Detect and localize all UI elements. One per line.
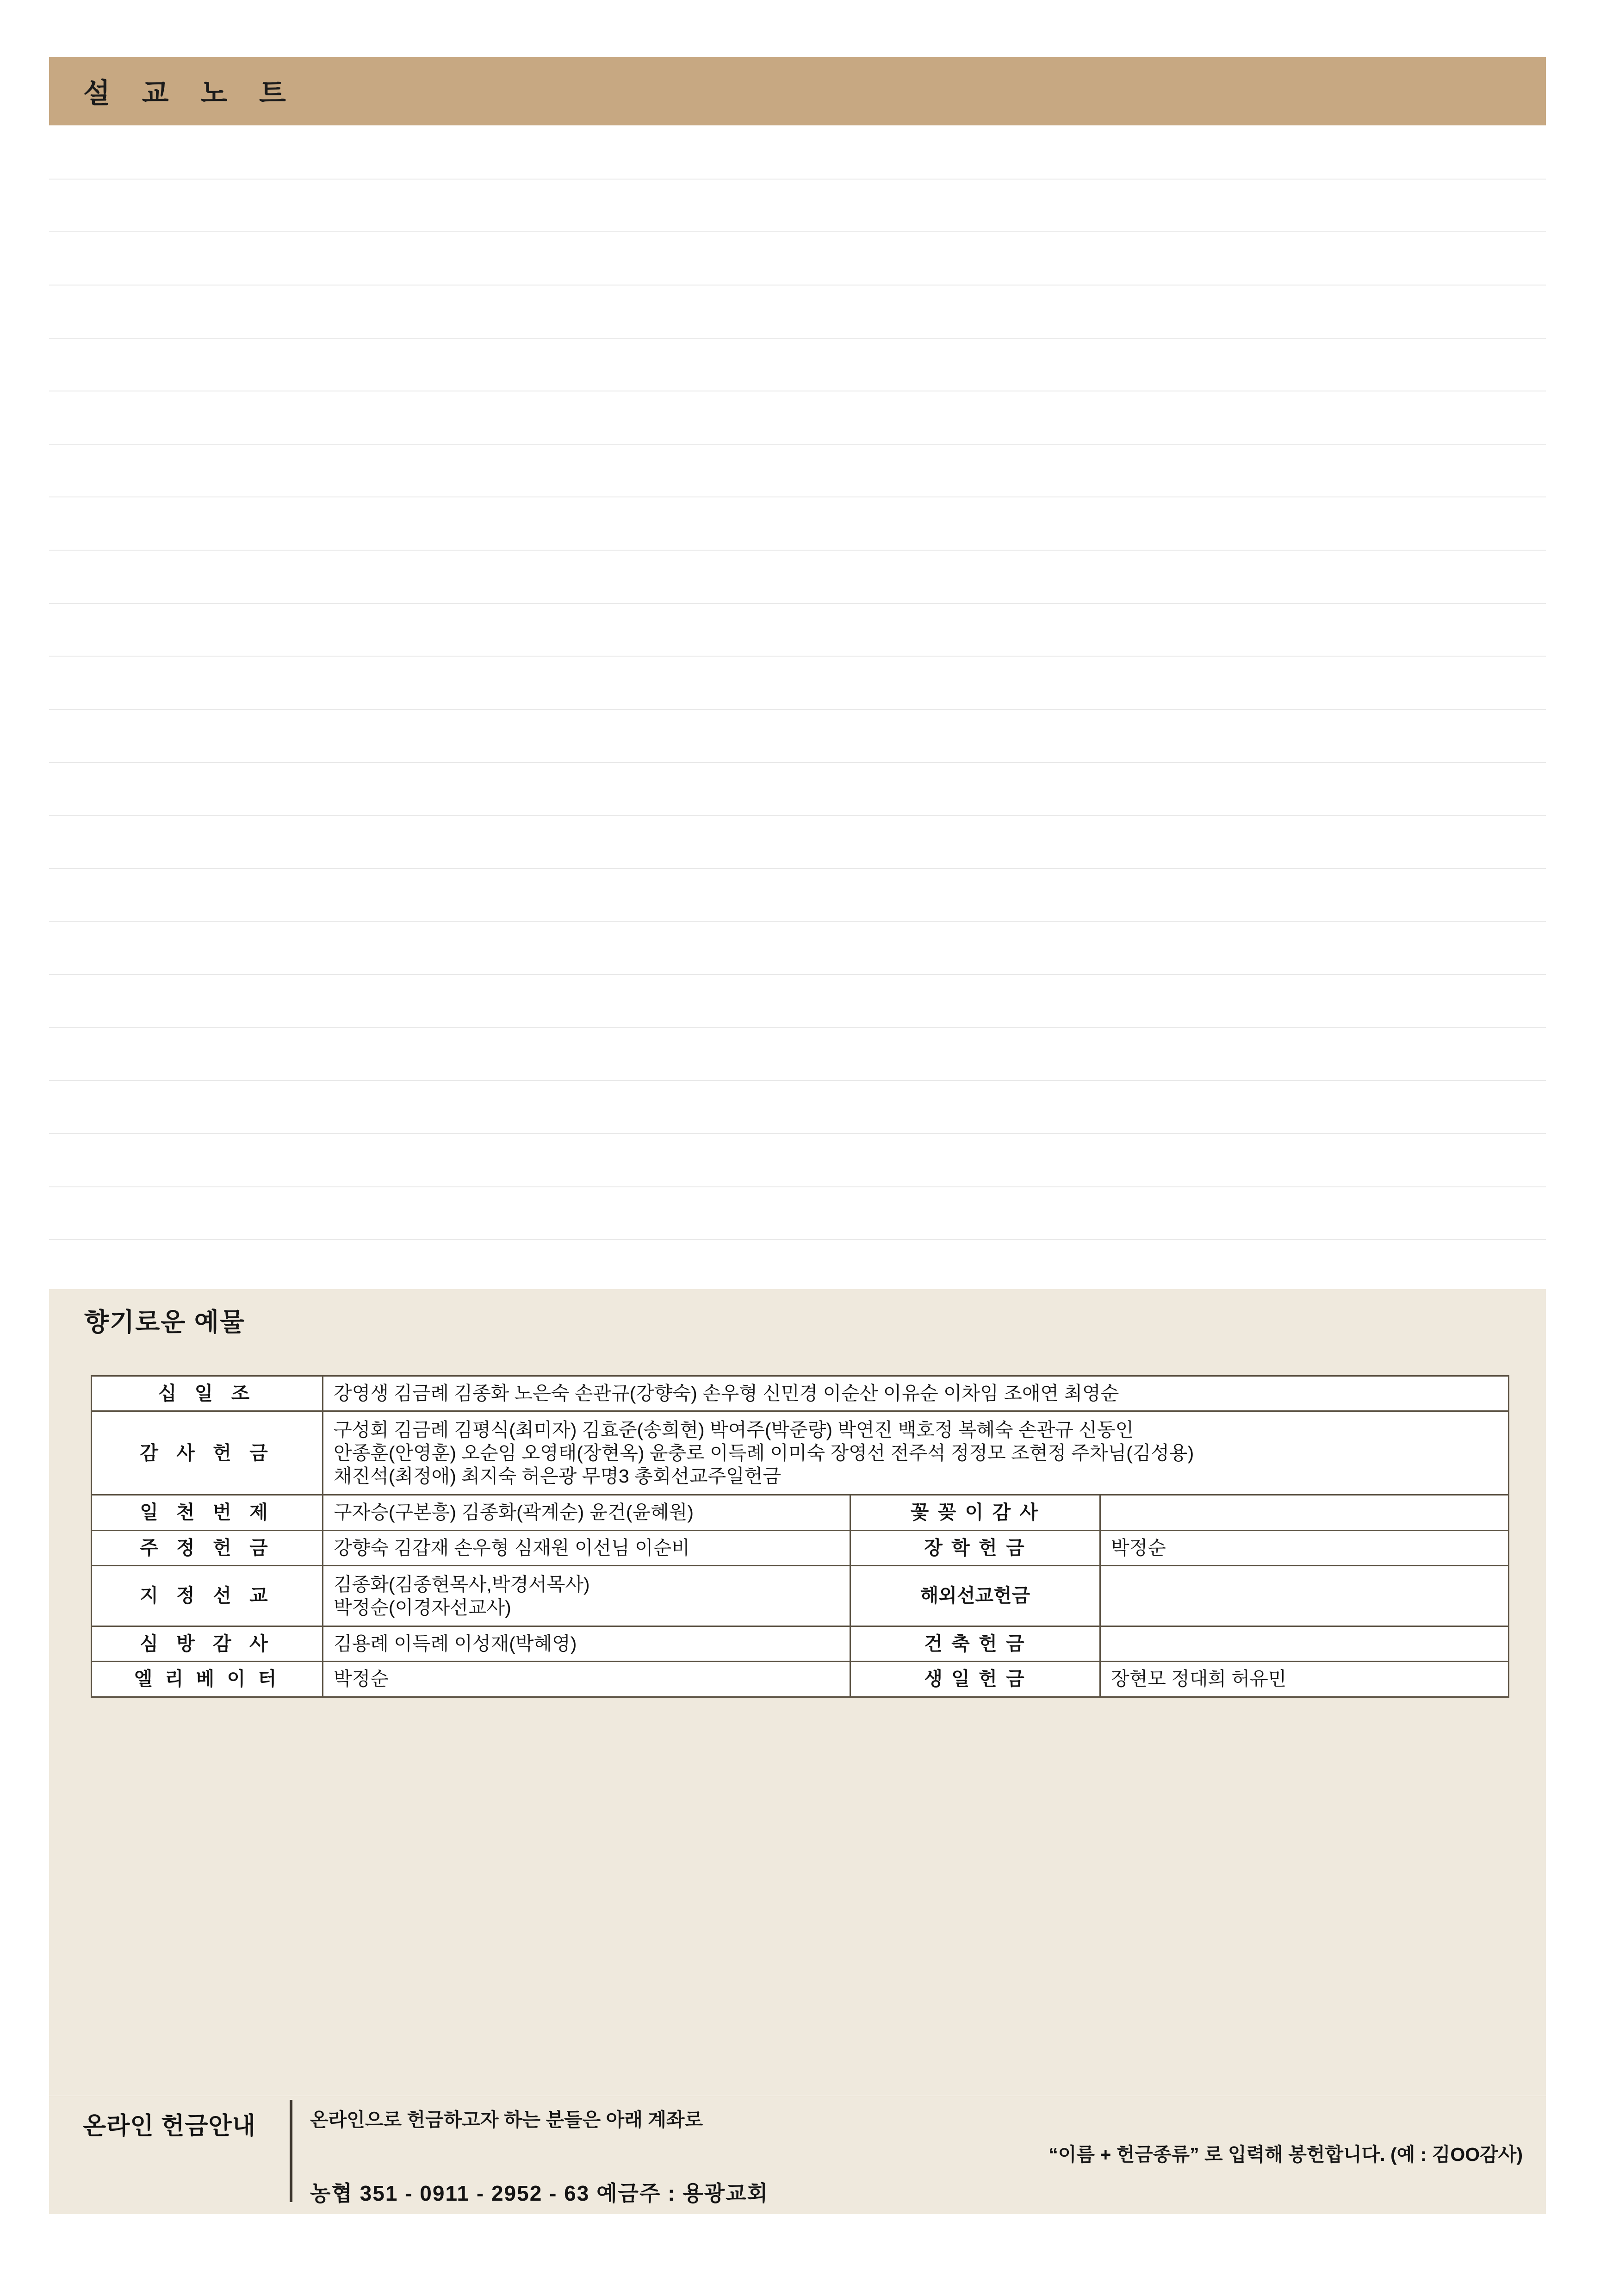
note-rule-line	[49, 1186, 1546, 1187]
note-rule-line	[49, 231, 1546, 232]
note-rule-line	[49, 496, 1546, 497]
note-rule-line	[49, 921, 1546, 922]
offering-value-designated-mission	[323, 1565, 850, 1626]
sermon-note-title: 설 교 노 트	[83, 78, 298, 109]
offering-label-scholarship: 장 학 헌 금	[850, 1530, 1100, 1565]
offering-label-thanksgiving: 감 사 헌 금	[92, 1411, 323, 1495]
offering-label-weekly-offering: 주 정 헌 금	[92, 1530, 323, 1565]
offering-table	[91, 1375, 1509, 1698]
table-row	[92, 1626, 1509, 1661]
offering-label-tithe: 십 일 조	[92, 1376, 323, 1411]
offering-value-thanksgiving	[323, 1411, 1509, 1495]
note-rule-line	[49, 603, 1546, 604]
offering-label-visitation-thanks: 심 방 감 사	[92, 1626, 323, 1661]
offering-label-elevator: 엘 리 베 이 터	[92, 1662, 323, 1697]
note-rule-line	[49, 1027, 1546, 1028]
note-rule-line	[49, 974, 1546, 975]
offering-value-visitation-thanks: 김용례 이득례 이성재(박혜영)	[323, 1626, 850, 1661]
note-rule-line	[49, 815, 1546, 816]
online-giving-format: “이름 + 헌금종류” 로 입력해 봉헌합니다. (예 : 김OO감사)	[1048, 2144, 1523, 2165]
note-rule-line	[49, 550, 1546, 551]
offering-value-flower-arrangement	[1100, 1495, 1509, 1530]
offering-value-overseas-mission	[1100, 1565, 1509, 1626]
table-row	[92, 1495, 1509, 1530]
offering-section-title: 향기로운 예물	[84, 1308, 246, 1336]
note-rule-line	[49, 338, 1546, 339]
offering-label-building-fund: 건 축 헌 금	[850, 1626, 1100, 1661]
note-rule-line	[49, 1239, 1546, 1240]
offering-value-line: 구성회 김금례 김평식(최미자) 김효준(송희현) 박여주(박준량) 박연진 백호정 복혜숙 손관규 신동인	[334, 1419, 1134, 1441]
offering-value-line: 안종훈(안영훈) 오순임 오영태(장현옥) 윤충로 이득례 이미숙 장영선 전주석 정정모 조현정 주차님(김성용)	[334, 1442, 1194, 1464]
offering-section-header	[49, 1289, 1546, 1351]
online-giving-box	[49, 2096, 1546, 2214]
table-row	[92, 1411, 1509, 1495]
offering-value-building-fund	[1100, 1626, 1509, 1661]
online-giving-body	[292, 2096, 1546, 2214]
note-rule-line	[49, 179, 1546, 180]
sermon-note-writing-area[interactable]	[49, 125, 1546, 1292]
online-giving-title: 온라인 헌금안내	[82, 2113, 256, 2140]
note-rule-line	[49, 1080, 1546, 1081]
sermon-note-header	[49, 57, 1546, 125]
offering-value-birthday: 장현모 정대희 허유민	[1100, 1662, 1509, 1697]
table-row	[92, 1530, 1509, 1565]
note-rule-line	[49, 1133, 1546, 1134]
note-rule-line	[49, 868, 1546, 869]
offering-value-weekly-offering: 강향숙 김갑재 손우형 심재원 이선님 이순비	[323, 1530, 850, 1565]
offering-label-flower-arrangement: 꽃 꽂 이 감 사	[850, 1495, 1100, 1530]
offering-label-birthday: 생 일 헌 금	[850, 1662, 1100, 1697]
offering-value-line: 박정순(이경자선교사)	[334, 1596, 511, 1618]
offering-value-elevator: 박정순	[323, 1662, 850, 1697]
table-row	[92, 1662, 1509, 1697]
offering-value-thousand-offering: 구자승(구본흥) 김종화(곽계순) 윤건(윤혜원)	[323, 1495, 850, 1530]
offering-value-line: 김종화(김종현목사,박경서목사)	[334, 1573, 590, 1595]
note-rule-line	[49, 656, 1546, 657]
online-giving-instruction: 온라인으로 헌금하고자 하는 분들은 아래 계좌로	[310, 2109, 703, 2130]
offering-value-line: 채진석(최정애) 최지숙 허은광 무명3 총회선교주일헌금	[334, 1465, 782, 1487]
online-giving-account: 농협 351 - 0911 - 2952 - 63 예금주 : 용광교회	[310, 2181, 769, 2205]
note-rule-line	[49, 709, 1546, 710]
offering-label-overseas-mission: 해외선교헌금	[850, 1565, 1100, 1626]
table-row	[92, 1376, 1509, 1411]
offering-label-thousand-offering: 일 천 번 제	[92, 1495, 323, 1530]
offering-value-tithe: 강영생 김금례 김종화 노은숙 손관규(강향숙) 손우형 신민경 이순산 이유순 이차임 조애연 최영순	[323, 1376, 1509, 1411]
table-row	[92, 1565, 1509, 1626]
offering-label-designated-mission: 지 정 선 교	[92, 1565, 323, 1626]
note-rule-line	[49, 762, 1546, 763]
note-rule-line	[49, 444, 1546, 445]
offering-value-scholarship: 박정순	[1100, 1530, 1509, 1565]
